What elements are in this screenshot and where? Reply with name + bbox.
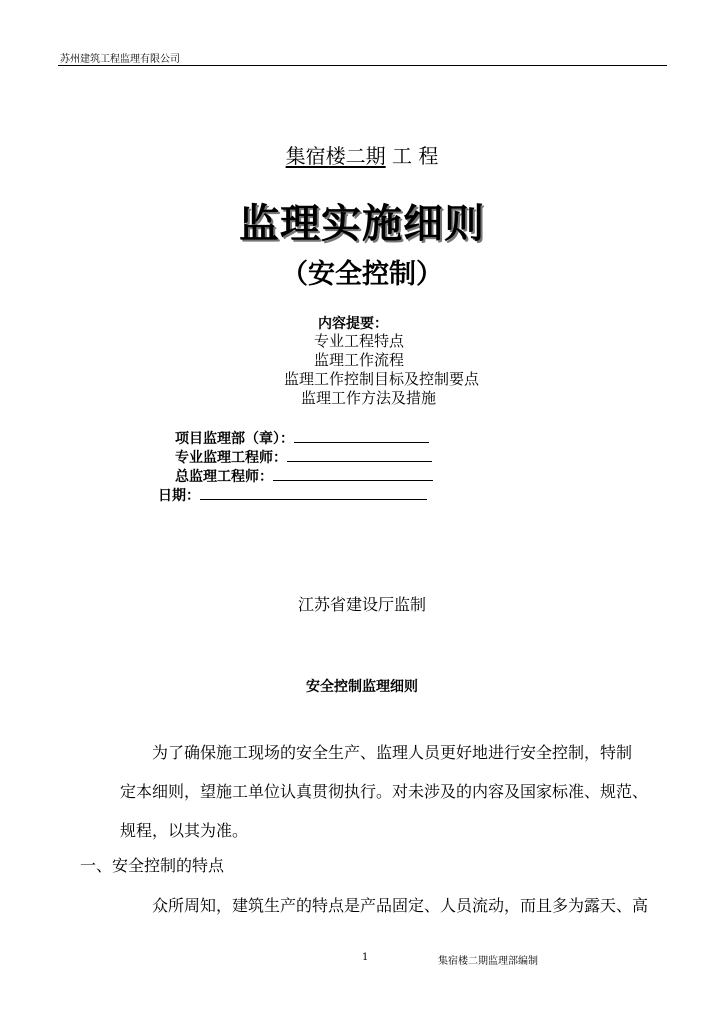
paragraph-line: 为了确保施工现场的安全生产、监理人员更好地进行安全控制，特制 <box>152 743 633 762</box>
project-name-rest: 工 程 <box>385 144 439 168</box>
footer-org: 集宿楼二期监理部编制 <box>438 956 538 967</box>
page-number: 1 <box>362 952 369 963</box>
paragraph-line: 众所周知，建筑生产的特点是产品固定、人员流动，而且多为露天、高 <box>152 896 649 915</box>
signature-field-dept: 项目监理部（章）： <box>175 428 429 448</box>
issuer: 江苏省建设厅监制 <box>297 595 426 614</box>
signature-field-chief: 总监理工程师： <box>175 466 433 486</box>
signature-line[interactable] <box>200 485 427 500</box>
project-name-underlined: 集宿楼二期 <box>285 144 386 168</box>
paragraph-line: 定本细则，望施工单位认真贯彻执行。对未涉及的内容及国家标准、规范、 <box>120 782 649 801</box>
signature-line[interactable] <box>273 466 433 481</box>
signature-line[interactable] <box>294 428 429 443</box>
document-title: 监理实施细则 <box>239 201 485 247</box>
project-name <box>0 140 724 169</box>
header-divider <box>58 65 667 66</box>
contents-item: 监理工作方法及措施 <box>301 389 437 407</box>
body-title: 安全控制监理细则 <box>306 679 418 695</box>
signature-field-date: 日期： <box>158 485 427 505</box>
signature-field-specialist: 专业监理工程师： <box>175 447 432 467</box>
contents-item: 监理工作流程 <box>314 351 405 369</box>
contents-item: 监理工作控制目标及控制要点 <box>284 370 480 388</box>
contents-heading: 内容提要： <box>318 316 388 332</box>
page-header-company: 苏州建筑工程监理有限公司 <box>60 54 180 65</box>
contents-item: 专业工程特点 <box>314 332 405 350</box>
signature-line[interactable] <box>287 447 432 462</box>
paragraph-line: 规程，以其为准。 <box>120 821 249 840</box>
section-heading: 一、安全控制的特点 <box>80 856 225 875</box>
document-subtitle: （安全控制） <box>281 259 443 290</box>
